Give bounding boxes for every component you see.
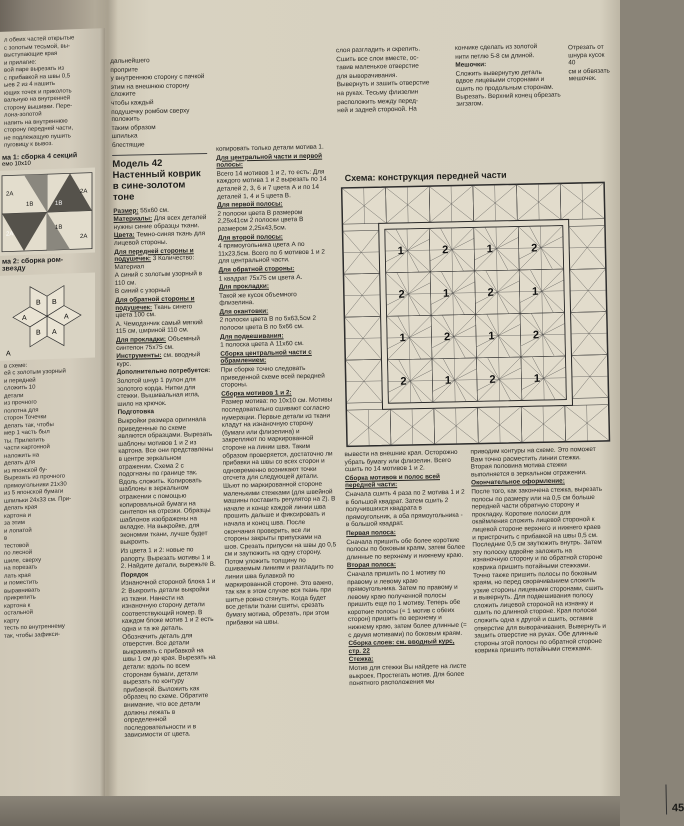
left-text-line: тестовой — [4, 542, 29, 550]
col5-text-line: Отрезать от шнура кусок 40 — [567, 43, 605, 67]
section-text: Сначала пришить обе более короткие полосы по боковым краям, затем более длинные по верхнему и нижнему краю. — [346, 536, 466, 561]
left-text-line: ыев 2 из 4 нашить — [4, 80, 55, 89]
spec-text: Ткань синего цвета 100 см. — [115, 302, 193, 320]
left-text-line: картона к — [4, 602, 31, 610]
fig2-label-5: B — [36, 298, 41, 307]
col4-text-line: нити петлю 5-8 см длиной. — [455, 51, 535, 61]
section-title: Для центральной части и первой полосы: — [216, 152, 323, 169]
col3-sections — [344, 449, 469, 688]
spec-item — [114, 230, 209, 247]
spec-text: см. вводный курс. — [116, 351, 201, 368]
fig2-label-0: B — [52, 298, 57, 306]
section-title: Для обратной стороны: — [218, 265, 295, 274]
scheme-number: 1 — [399, 332, 406, 345]
col4-top-text — [455, 43, 560, 61]
section-title: Для второй полосы: — [217, 232, 283, 242]
spec-item — [116, 351, 211, 368]
prep-text: Выкройки размера оригинала приведенные по схеме являются образцами. Вырезать шаблоны мотивов 1 и 2 из картона. Все они представлены в центре зеркальном отражении. Схема 2 с подогнаны по границе так. Вдоль сложить. Копировать шаблоны в зеркальном отражении с помощью копировальной бумаги на синтепон на отрезки. Образцы шаблонов изображены на вкладке. На выкройке, для экономии ткани, лучше будет выкроить. — [117, 416, 214, 547]
scheme-number: 1 — [488, 330, 495, 343]
spec-label: Инструменты: — [116, 352, 162, 361]
col1-header-text — [110, 56, 207, 150]
fig2-svg — [0, 272, 95, 360]
left-text-line: с золотым тесьмой, вы- — [4, 42, 70, 52]
section-text: Сначала пришить по 1 мотиву по правому и левому краю прямоугольника. Затем по правому и левому краю полученной полосы пришить еще по 1 мотиву. Теперь обе короткие полосы (= 1 мотив с обеих сторон) пришить по верхнему и нижнему краю, затем более длинные (= с двумя мотивами) по боковым краям. — [346, 568, 467, 639]
order-title: Порядок — [120, 571, 149, 579]
col5-text-line: см и обвязать мешочек. — [568, 67, 610, 83]
col1-header-line: блестящие — [111, 141, 145, 149]
page-number: 45 — [671, 802, 684, 815]
fig1-label-5: 1B — [55, 224, 63, 231]
spec-item — [114, 246, 209, 271]
left-text-line: вальную на внутренней — [4, 95, 71, 104]
spec-item — [113, 214, 208, 231]
section-text: Такой же кусок объемного флизелина. — [219, 290, 297, 308]
fig1-title: ма 1: сборка 4 секций — [2, 151, 78, 162]
scheme-number: 2 — [442, 244, 449, 257]
spec-label: Для обратной стороны и подушечек: — [115, 295, 195, 312]
left-text-line: с прибавкой на швы 0,5 — [4, 72, 71, 82]
page-bottom-edge — [0, 796, 620, 826]
col5-top-text — [568, 43, 614, 83]
fig1-label-2: 1B — [55, 200, 63, 207]
left-text-line: остальной — [4, 609, 33, 617]
fig2-label-1: A — [64, 312, 69, 321]
spec-label: Размер: — [113, 206, 139, 215]
scheme-number: 1 — [442, 287, 450, 300]
left-text-line: за этим — [4, 519, 25, 527]
spec-text: В синий с узорный — [114, 287, 171, 296]
fig2-label-4: A — [22, 314, 27, 322]
spec-item — [115, 270, 210, 287]
section-title: Стежка: — [348, 656, 374, 664]
left-text-line: шиле, сверху — [4, 556, 42, 565]
left-text-line: лона-золотой — [4, 111, 42, 119]
left-text-line: ты. Прилепить — [4, 436, 45, 445]
left-text-line: мер 1 часть был — [4, 429, 50, 437]
col1-header-line: чтобы каждый — [111, 99, 154, 107]
section-title: Для первой полосы: — [217, 200, 283, 209]
left-text-line: в — [4, 535, 8, 542]
fig1-label-1: 1B — [26, 201, 34, 208]
scheme-number: 2 — [532, 329, 540, 342]
left-text-line: пуговицу к вывоз. — [4, 140, 53, 149]
col3-text-line: тавив маленькое отверстие — [336, 62, 419, 72]
section-text: Мотив для стежки Вы найдете на листе выкроек. Простегать мотив. Для более понятного расположения мы — [348, 662, 467, 688]
left-text-line: ющих точек и приколоть — [4, 87, 72, 97]
left-text-line: напить на внутреннюю — [4, 117, 68, 127]
spec-text: А. Чемоданчик самый мягкий 115 см, шириной 110 см. — [115, 318, 203, 336]
spec-label: Для передней стороны и подушечек: — [114, 246, 194, 264]
fig1-diagram — [0, 167, 95, 255]
column-4-top — [455, 43, 561, 110]
section-title: Для окантовки: — [219, 307, 269, 316]
left-text-line: выступающие края — [4, 50, 58, 59]
spec-text: 55x60 см. — [140, 206, 169, 214]
cut-text: Из цвета 1 и 2: новые по рапорту. Вырезать мотивы 1 и 2. Найдите детали, вырежьте В. — [120, 546, 216, 571]
section-title: Для подвешивания: — [219, 332, 284, 341]
left-text-line: наложить на — [4, 451, 40, 460]
fig1-label-6: 2A — [80, 233, 88, 240]
left-text-line: шпильки 24х33 см. При- — [4, 495, 72, 505]
col4-sections — [470, 446, 606, 656]
left-text-line: из прочного — [4, 399, 37, 407]
spec-text: Объемный синтепон 75х75 см. — [116, 335, 200, 352]
col3-text-line: для выворачивания. — [336, 71, 398, 81]
extra-text: Золотой шнур 1 рулон для золотого корда. Нитки для стежки. Вышивальная игла, шило на крючок. — [116, 376, 200, 408]
section-title: Первая полоса: — [346, 529, 396, 538]
col3-text-line: Сшить все слои вместе, ос- — [336, 54, 419, 63]
section-title: Сборка слоев: см. вводный курс, стр. 22 — [348, 638, 455, 655]
section-text: 2 полоски цвета В размером 2,25х41см 2 полоски цвета В размером 2,25х43,5см. — [217, 208, 304, 233]
fig2-label-3: B — [36, 328, 41, 337]
section-text: Всего 14 мотивов 1 и 2, то есть: Для каждого мотива 1 и 2 вырезать по 14 деталей 2, 3, 6 и 7 цвета А и по 14 деталей 1, 4 и 5 цвета В. — [216, 168, 327, 201]
spec-text: 3 Количество: Материал — [114, 254, 195, 271]
spec-text: Темно-синяя ткань для лицевой стороны. — [113, 230, 206, 247]
fig2-diagram — [0, 272, 95, 360]
section-text: вывести на внешние края. Осторожно убрать бумагу или флизелин. Всего сшить по 14 мотивов 1 и 2. — [344, 448, 458, 474]
section-text: Размер мотива: по 10х10 см. Мотивы последовательно сшивают согласно нумерации. Первые детали из ткани кладут на изнаночную сторону (бумаги или флизелина) и закрепляют по маркированной стороне на линии шва. Таким образом проверяется, достаточно ли прибавки на швы со всех сторон и одновременно возникают точки отсчета для следующей детали. Шьют по маркированной стороне маленькими стежками (для швейной машины поставить регулятор на 2). В начале и конце каждой линии шва прошить дальше и фиксировать и начала и конец шва. После окончания проверить, все ли стороны закрыты припусками на шов. Срезать припуски на швы до 0,5 см и заутюжить на одну сторону. Потом уложить толщину по сшиваемым линиям и разгладить по линии шва булавкой по маркированной стороне. Это важно, так как в этом случае вся ткань при шитье ровно стянуть. Когда будет все детали ткани сшиты, срезать бумагу мотива, обрезать, при этом прибавки на швы. — [221, 396, 337, 627]
col1-header-line: дальнейшего — [110, 57, 150, 65]
left-text-line: делать для — [4, 459, 36, 467]
fig1-label-4: 2A — [6, 230, 14, 238]
prep-title: Подготовка — [117, 408, 155, 417]
col2-top: копировать только детали мотива 1. — [215, 143, 324, 153]
scheme-svg — [342, 183, 609, 446]
left-top-text — [0, 28, 105, 150]
section-text: При сборке точно следовать приведенной схеме всей передней стороны. — [220, 365, 325, 389]
spec-text: Для всех деталей нужны синие образцы ткани. — [113, 214, 207, 231]
left-text-line: картона и — [4, 512, 31, 520]
left-text-line: сторон Точечки — [4, 414, 47, 422]
section-text: После того, как закончена стежка, вырезать полосы по размеру или на 0,5 см больше передней части обратную сторону и прокладку. Короткие полоски для окаймления сложить лицевой стороной к лицевой стороне верхнего и нижнего краев и пристрочить с прибавкой на швы 0,5 см. Последние 0,5 см заутюжить внутрь. Затем эту полоску вдвойне заложить на изнаночную сторону и по обратной стороне коврика пришить потайными стежками. Точно также пришить полосы по боковым краям, но перед сворачиванием сложить узкие стороны лицевыми сторонами, сшить и вывернуть. Для подвешивания полосу сложить лицевой стороной на изнанку и сшить по длинной стороне. Края полоски сложить одна к другой и сшить, оставив отверстие для выворачивания. Вывернуть и зашить отверстие на руках. Обе длинные стороны этой полосы по обратной стороне коврика пришить потайными стежками. — [471, 485, 607, 655]
left-text-line: из 5 японской бумаги — [4, 488, 64, 497]
left-text-line: лать края — [4, 572, 31, 580]
left-text-line: из японской бу- — [4, 466, 48, 475]
col3-text-line: Вывернуть и зашить отверстие — [336, 79, 430, 89]
left-text-line: сторону передней части, — [4, 125, 74, 134]
section-title: Вторая полоса: — [346, 561, 397, 570]
spec-item — [116, 335, 211, 352]
col1-header-line: таким образом — [111, 123, 156, 132]
model-title-line2: в сине-золотом тоне — [112, 178, 186, 203]
col1-specs — [113, 206, 211, 369]
col4-text-line: кончике сделать из золотой — [454, 43, 538, 52]
col1-header-line: подушечку ромбом сверху положить — [111, 106, 190, 124]
left-text-line: по лесной — [4, 549, 33, 557]
col1-header-line: этим на внешнюю сторону сложите — [110, 82, 190, 99]
left-text-line: сторону вышивки. Пере- — [4, 102, 73, 112]
scheme-number: 2 — [398, 288, 405, 301]
col3-text-line: расположить между перед- — [337, 97, 419, 106]
scheme-number: 2 — [443, 331, 451, 344]
fig2-label-6: A — [6, 349, 11, 358]
spec-item — [115, 295, 210, 320]
left-text-line: делать так, чтобы — [4, 421, 54, 430]
scheme-number: 2 — [531, 242, 538, 255]
spec-label: Цвета: — [113, 231, 135, 240]
pillow-text: Сложить вывернутую деталь вдвое лицевыми сторонами и сшить по продольным сторонам. Вырезать. Верхний конец обрезать зигзагом. — [455, 68, 561, 108]
left-text-line: не подлежащую пушить — [4, 132, 71, 142]
section-text: 2 полоски цвета В по 5х63,5см 2 полоски цвета В по 5х66 см. — [219, 315, 317, 332]
left-text-line: вой паре вырезать из — [4, 65, 65, 74]
left-text-line: полотна для — [4, 406, 39, 415]
fig1-label-0: 2A — [6, 190, 14, 198]
scheme-number: 1 — [486, 243, 493, 256]
fig2-subtitle: звезду — [2, 264, 26, 273]
left-page-sliver — [0, 28, 105, 802]
left-text-line: и передней — [4, 377, 36, 385]
spec-item — [116, 319, 211, 336]
model-number: Модель 42 — [112, 157, 163, 170]
column-3-top — [336, 45, 452, 116]
fig1-label-3: 2A — [80, 188, 88, 195]
section-text: 1 полоска цвета А 11х60 см. — [220, 340, 304, 350]
left-text-line: детали — [4, 392, 24, 400]
left-text-line: части картонной — [4, 444, 50, 452]
col3-text-line: на руках. Тесьму флизелин — [336, 88, 419, 98]
order-text: Изнаночной стороной блока 1 и 2: Выкроить детали выкройки из ткани. Нанести на изнаночную сторону детали соответствующий номер. В каждом блоке мотив 1 и 2 есть одна и та же деталь. Обозначить деталь для отверстия. Все детали выкраивать с прибавкой на швы 1 см до края. Вырезать на детали: вдоль по всем сторонам бумаги, детали вырезать по контуру прибавкой. Выложить как образец по схеме. Обратите внимание, что все детали должны лежать в определенной последовательности и в зависимости от цвета. — [121, 578, 216, 740]
left-text-line: и лопатой — [4, 527, 32, 535]
left-text-line: прикрепить — [4, 594, 36, 602]
section-text: 1 квадрат 75х75 см цвета А. — [218, 273, 303, 283]
scheme-number: 2 — [489, 373, 496, 386]
spec-text: А синий с золотым узорный в 110 см. — [114, 270, 203, 287]
pillow-title: Мешочки: — [455, 61, 487, 69]
scheme-number: 1 — [444, 374, 452, 387]
fig1-svg — [0, 167, 95, 255]
left-text-line: и поместить — [4, 579, 39, 587]
column-5-top — [568, 43, 614, 84]
section-title: Сборка мотивов 1 и 2: — [221, 389, 292, 398]
scheme-title: Схема: конструкция передней части — [344, 169, 507, 184]
spec-label: Материалы: — [113, 215, 153, 224]
col3-top-text — [336, 45, 452, 115]
left-text-line: на порезать — [4, 564, 38, 572]
left-text-line: так, чтобы зафикси- — [4, 631, 60, 640]
left-text-line: в схеме: — [4, 362, 28, 370]
section-title: Сборка центральной части с обрамлением: — [220, 348, 312, 366]
scheme-number: 1 — [531, 285, 539, 298]
right-page — [110, 42, 684, 815]
left-text-line: делать края — [4, 504, 38, 512]
section-text: Сначала сшить 4 раза по 2 мотива 1 и 2 в большой квадрат. Затем сшить 2 получившихся квадрата в прямоугольник, а оба прямоугольника - в большой квадрат. — [345, 488, 465, 529]
fig2-title: ма 2: сборка ром- — [2, 256, 64, 266]
left-text-line: карту — [4, 617, 20, 625]
left-bottom-text — [0, 360, 105, 641]
col3-text-line: ней и задней стороной. На — [337, 105, 417, 115]
section-title: Окончательное оформление: — [471, 477, 565, 487]
left-text-line: Вырезать из прочного — [4, 473, 66, 482]
left-text-line: л обеих частей открытые — [4, 35, 75, 44]
column-2 — [216, 143, 338, 627]
model-title-line1: Настенный коврик — [112, 167, 201, 181]
section-text: 4 прямоугольника цвета А по 11х23,5см. Всего по 6 мотивов 1 и 2 для центральной части. — [218, 241, 325, 266]
extra-title: Дополнительно потребуется: — [116, 367, 211, 377]
col3-text-line: слоя разгладить и скрепить. — [335, 45, 421, 55]
scheme-number: 1 — [533, 372, 541, 385]
left-text-line: прямоугольники 21х30 — [4, 481, 67, 490]
left-text-line: тесть по внутреннему — [4, 623, 65, 632]
left-text-line: ей с золотым узорный — [4, 368, 66, 377]
column-1 — [110, 56, 219, 741]
col1-header-line: проприте — [110, 66, 139, 74]
section-text: приводим контуры на схеме. Это поможет Вам точно расместить линии стежки. Вторая половина мотива стежки выполняется в зеркальном отражении. — [470, 445, 596, 479]
fig1-subtitle: емо 10х10 — [2, 160, 31, 168]
spec-label: Для прокладки: — [115, 335, 167, 344]
page-number-rule — [665, 785, 667, 815]
scheme-number: 2 — [487, 286, 494, 299]
column-4-bottom — [470, 446, 606, 657]
scheme-number: 2 — [400, 375, 407, 388]
left-text-line: сложить 10 — [4, 384, 36, 392]
left-text-line: выравнивать — [4, 586, 41, 595]
col2-sections — [216, 152, 338, 627]
col1-header-line: шпилька — [111, 132, 138, 141]
section-title: Сборка мотивов и полос всей передней части: — [344, 472, 440, 490]
column-3-bottom — [344, 449, 469, 689]
left-text-line: и прилагие: — [4, 59, 37, 67]
fig2-label-2: A — [52, 328, 57, 336]
section-title: Для прокладки: — [218, 282, 270, 291]
col1-header-line: у внутреннюю сторону с пачкой — [110, 73, 205, 83]
scheme-number: 1 — [397, 245, 404, 258]
scheme-diagram — [341, 182, 610, 447]
